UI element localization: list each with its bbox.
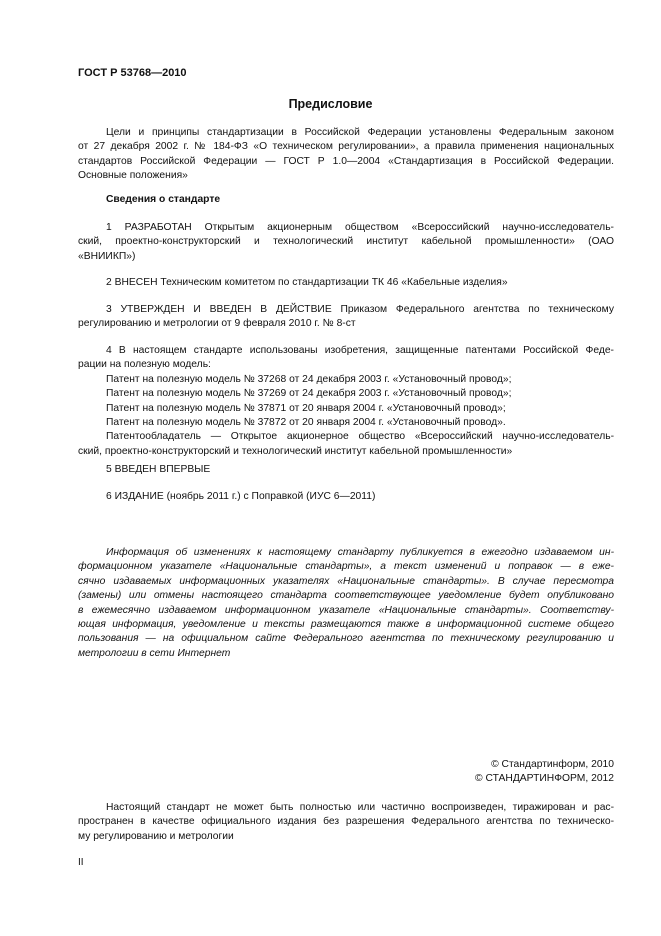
- text-line: Настоящий стандарт не может быть полностью или частично воспроизведен, тиражирован и рас-: [106, 802, 614, 813]
- text-line: Информация об изменениях к настоящему стандарту публикуется в ежегодно издаваемом ин-: [106, 547, 614, 558]
- text-line: ский, проектно-конструкторский и технологический институт кабельной промышленности» (ОАО: [78, 236, 614, 248]
- copyright-line: © СТАНДАРТИНФОРМ, 2012: [475, 773, 614, 785]
- text-line: Основные положения»: [78, 170, 188, 182]
- text-line: 3 УТВЕРЖДЕН И ВВЕДЕН В ДЕЙСТВИЕ Приказом Федерального агентства по техническому: [106, 304, 614, 315]
- text-line: 1 РАЗРАБОТАН Открытым акционерным обществом «Всероссийский научно-исследователь-: [106, 222, 614, 233]
- text-line: пользования — на официальном сайте Федерального агентства по техническому регулированию и: [78, 633, 614, 645]
- item-1: [78, 221, 614, 264]
- document-code: ГОСТ Р 53768—2010: [78, 67, 187, 79]
- text-line: формационном указателе «Национальные стандарты», а текст изменений и поправок — в еже-: [78, 561, 614, 573]
- copyright-block: [475, 758, 614, 787]
- item-3: [78, 303, 614, 332]
- text-line: в ежемесячно издаваемом информационном указателе «Национальные стандарты». Соответству-: [78, 604, 614, 616]
- text-line: му регулированию и метрологии: [78, 830, 234, 842]
- text-line: (замены) или отмены настоящего стандарта соответствующее уведомление будет опубликовано: [78, 590, 614, 602]
- patent-line: Патент на полезную модель № 37269 от 24 декабря 2003 г. «Установочный провод»;: [106, 388, 512, 400]
- text-line: пространен в качестве официального издания без разрешения Федерального агентства по техническо-: [78, 816, 614, 828]
- text-line: «ВНИИКП»): [78, 250, 136, 262]
- info-heading: Сведения о стандарте: [106, 194, 221, 205]
- page-number: II: [78, 857, 84, 868]
- text-line: рации на полезную модель:: [78, 359, 211, 371]
- text-line: ющая информация, уведомление и тексты размещаются также в информационной системе общего: [78, 619, 614, 631]
- patent-line: Патент на полезную модель № 37871 от 20 января 2004 г. «Установочный провод»;: [106, 402, 506, 414]
- intro-paragraph: [78, 126, 614, 184]
- notice-paragraph: [78, 546, 614, 661]
- patent-line: Патент на полезную модель № 37872 от 20 января 2004 г. «Установочный провод».: [106, 417, 506, 429]
- item-5: 5 ВВЕДЕН ВПЕРВЫЕ: [106, 464, 211, 475]
- text-line: от 27 декабря 2002 г. № 184-ФЗ «О техническом регулировании», а правила применения национальных: [78, 141, 614, 153]
- text-line: метрологии в сети Интернет: [78, 647, 231, 659]
- text-line: регулированию и метрологии от 9 февраля 2010 г. № 8-ст: [78, 318, 356, 330]
- text-line: ский, проектно-конструкторский и технологический институт кабельной промышленности»: [78, 445, 513, 457]
- text-line: 4 В настоящем стандарте использованы изобретения, защищенные патентами Российской Феде-: [106, 345, 614, 356]
- patent-line: Патент на полезную модель № 37268 от 24 декабря 2003 г. «Установочный провод»;: [106, 373, 512, 385]
- item-6: 6 ИЗДАНИЕ (ноябрь 2011 г.) с Поправкой (ИУС 6—2011): [106, 491, 376, 502]
- footer-paragraph: [78, 801, 614, 844]
- text-line: сячно издаваемых информационных указателях «Национальные стандарты». В случае пересмотра: [78, 575, 614, 587]
- text-line: Патентообладатель — Открытое акционерное общество «Всероссийский научно-исследователь-: [106, 431, 614, 443]
- copyright-line: © Стандартинформ, 2010: [491, 759, 614, 770]
- page-title: Предисловие: [288, 97, 373, 111]
- item-2: 2 ВНЕСЕН Техническим комитетом по стандартизации ТК 46 «Кабельные изделия»: [106, 277, 508, 288]
- text-line: Цели и принципы стандартизации в Российской Федерации установлены Федеральным законом: [106, 127, 614, 138]
- text-line: стандартов Российской Федерации — ГОСТ Р 1.0—2004 «Стандартизация в Российской Федерации.: [78, 155, 614, 167]
- item-4: [78, 344, 614, 459]
